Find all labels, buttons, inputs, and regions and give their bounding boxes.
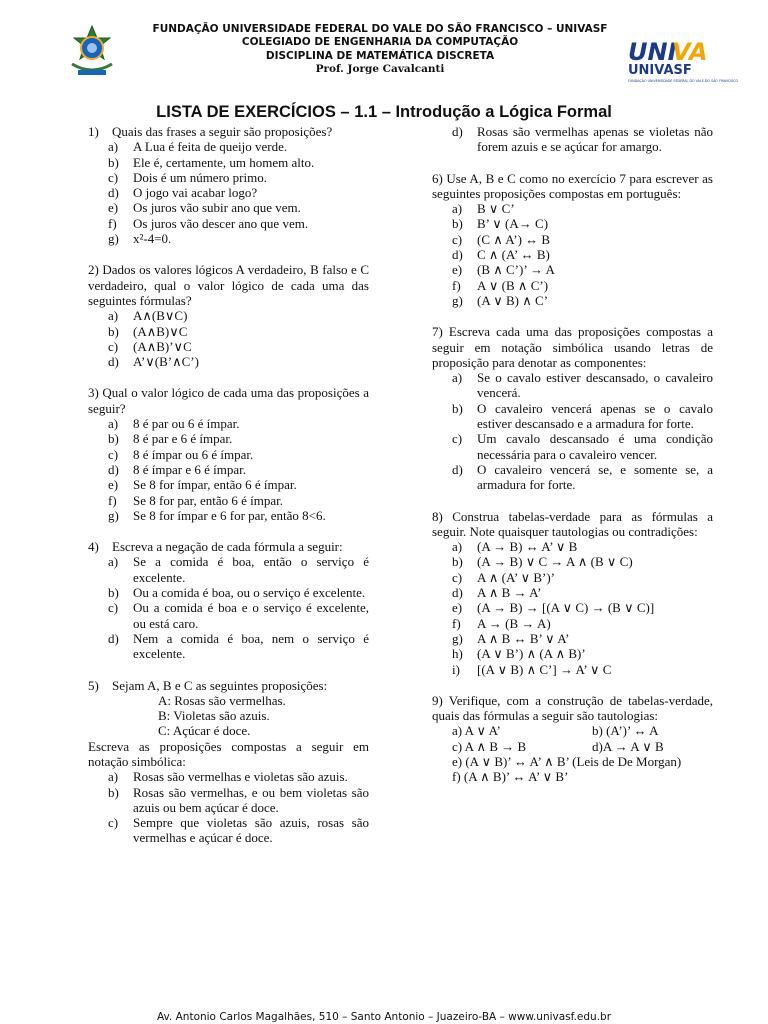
list-item [88,493,369,508]
question-5-items-continued [432,124,713,155]
list-item [432,293,713,308]
question-1 [88,124,369,139]
question-4-items [88,554,369,661]
item-text: (C ∧ A’) ↔ B [477,231,551,247]
page-title: LISTA DE EXERCÍCIOS – 1.1 – Introdução a Lógica Formal [156,103,612,121]
list-item [88,585,369,600]
item-text: Se 8 for ímpar e 6 for par, então 8<6. [133,507,326,523]
item-letter: g) [108,507,119,523]
item-text: (A∧B)’∨C [133,338,192,354]
list-item [432,216,713,231]
item-text: Ele é, certamente, um homem alto. [133,154,315,170]
list-item: a) A ∨ A’ [452,723,501,739]
item-letter: h) [452,646,463,662]
item-text: Rosas são vermelhas, e ou bem violetas são azuis ou bem açúcar é doce. [133,784,369,815]
item-letter: b) [108,585,119,601]
list-item [88,170,369,185]
question-8-items [432,539,713,677]
definition-a: A: Rosas são vermelhas. [158,692,286,708]
item-text: Os juros vão subir ano que vem. [133,200,301,216]
item-letter: g) [108,231,119,247]
item-text: C ∧ (A’ ↔ B) [477,247,550,263]
item-letter: c) [108,338,119,354]
question-5-instruction: Escreva as proposições compostas a seguir em notação simbólica: [88,738,369,769]
list-item [88,554,369,585]
logo-wordmark: UNIVASF [628,63,692,78]
question-7: 7) Escreva cada uma das proposições compostas a seguir em notação simbólica usando letras de proposição para denotar as componentes: [432,324,713,370]
list-item: d)A → A ∨ B [592,738,664,754]
question-7-items [432,370,713,492]
list-item [88,600,369,631]
item-letter: b) [452,554,463,570]
list-item [432,631,713,646]
item-letter: f) [452,277,461,293]
item-text: (B ∧ C’)’ → A [477,262,555,278]
list-item [432,278,713,293]
question-6-items [432,201,713,308]
question-number: 1) [88,124,99,139]
svg-text:UNI: UNI [628,38,677,66]
list-item [88,308,369,323]
item-letter: b) [108,154,119,170]
item-letter: a) [108,769,119,785]
question-5 [88,678,369,693]
item-text: Ou a comida é boa e o serviço é excelente, ou está caro. [133,600,369,631]
item-text: (A∧B)∨C [133,323,188,339]
item-letter: e) [108,477,119,493]
item-text: 8 é ímpar e 6 é ímpar. [133,461,246,477]
question-9-row [432,739,713,754]
question-8: 8) Construa tabelas-verdade para as fórmulas a seguir. Note quaisquer tautologias ou contradições: [432,508,713,539]
item-letter: b) [452,216,463,232]
item-text: Rosas são vermelhas e violetas são azuis. [133,769,348,785]
item-text: O cavaleiro vencerá apenas se o cavalo estiver descansado e a armadura for forte. [477,400,713,432]
item-text: Os juros vão descer ano que vem. [133,215,309,231]
item-text: A∧(B∨C) [133,308,188,324]
question-6: 6) Use A, B e C como no exercício 7 para escrever as seguintes proposições compostas em português: [432,170,713,201]
item-letter: c) [108,169,119,185]
item-text: Ou a comida é boa, ou o serviço é excelente. [133,585,366,601]
item-letter: b) [108,784,119,800]
item-text: O jogo vai acabar logo? [133,185,258,201]
question-3: 3) Qual o valor lógico de cada uma das proposições a seguir? [88,385,369,416]
question-1-items [88,139,369,246]
item-letter: f) [452,615,461,631]
list-item: c) A ∧ B → B [452,738,527,754]
item-text: A Lua é feita de queijo verde. [133,139,288,155]
list-item [88,815,369,846]
item-letter: a) [452,370,463,386]
item-text: A’∨(B’∧C’) [133,354,199,370]
header-line-professor: Prof. Jorge Cavalcanti [315,63,445,76]
list-item [432,570,713,585]
item-letter: a) [108,554,119,570]
item-text: Rosas são vermelhas apenas se violetas não forem azuis e se açúcar for amargo. [477,124,713,155]
question-2-items [88,308,369,369]
item-letter: d) [108,354,119,370]
list-item [88,447,369,462]
list-item [88,216,369,231]
list-item [432,201,713,216]
list-item [432,554,713,569]
question-9-row [432,754,713,769]
item-letter: d) [108,630,119,646]
item-letter: a) [108,139,119,155]
logo-subtitle: FUNDAÇÃO UNIVERSIDADE FEDERAL DO VALE DO SÃO FRANCISCO [628,79,739,83]
item-letter: c) [108,815,119,831]
question-text: Escreva a negação de cada fórmula a seguir: [112,539,343,555]
item-text: (A → B) ∨ C → A ∧ (B ∨ C) [477,554,633,570]
item-letter: e) [108,200,119,216]
list-item [88,477,369,492]
item-text: A → (B → A) [477,615,551,631]
item-text: 8 é par ou 6 é ímpar. [133,416,240,432]
item-letter: b) [452,400,463,416]
list-item: b) (A’)’ ↔ A [592,723,659,739]
definition-b: B: Violetas são azuis. [158,708,270,724]
list-item [432,370,713,401]
item-text: B’ ∨ (A→ C) [477,216,549,232]
item-text: A ∧ B ↔ B’ ∨ A’ [477,630,570,646]
list-item [432,616,713,631]
item-letter: d) [452,124,463,139]
svg-text:VA: VA [672,38,708,66]
item-text: Um cavalo descansado é uma condição necessária para o cavaleiro vencer. [477,431,713,462]
question-number: 4) [88,539,99,555]
question-4 [88,539,369,554]
item-letter: a) [452,201,463,217]
item-letter: d) [108,185,119,201]
item-text: Sempre que violetas são azuis, rosas são vermelhas e açúcar é doce. [133,815,369,846]
header-line-college: COLEGIADO DE ENGENHARIA DA COMPUTAÇÃO [241,36,519,49]
item-letter: e) [452,600,463,616]
item-letter: c) [108,446,119,462]
item-text: A ∧ B → A’ [477,585,542,601]
list-item [88,508,369,523]
item-letter: c) [452,569,463,585]
item-text: Se 8 for ímpar, então 6 é ímpar. [133,477,297,493]
question-9-row [432,769,713,784]
item-letter: b) [108,323,119,339]
item-letter: a) [452,539,463,555]
list-item [88,200,369,215]
list-item [88,185,369,200]
left-column [88,124,369,846]
item-text: O cavaleiro vencerá se, e somente se, a armadura for forte. [477,461,713,493]
list-item: e) (A ∨ B)’ ↔ A’ ∧ B’ (Leis de De Morgan) [452,753,682,769]
item-letter: a) [108,416,119,432]
list-item [432,232,713,247]
question-3-items [88,416,369,523]
list-item [432,585,713,600]
header-line-discipline: DISCIPLINA DE MATEMÁTICA DISCRETA [265,49,495,62]
list-item [432,600,713,615]
item-text: 8 é ímpar ou 6 é ímpar. [133,446,254,462]
item-letter: d) [452,585,463,601]
list-item [432,247,713,262]
item-text: Se o cavalo estiver descansado, o cavaleiro vencerá. [477,370,713,401]
item-letter: a) [108,308,119,324]
list-item [88,324,369,339]
list-item [432,262,713,277]
list-item [88,431,369,446]
item-text: A ∨ (B ∧ C’) [477,277,549,293]
header-line-university: FUNDAÇÃO UNIVERSIDADE FEDERAL DO VALE DO SÃO FRANCISCO – UNIVASF [152,23,608,35]
right-column [432,124,713,785]
question-text: Sejam A, B e C as seguintes proposições: [112,677,328,693]
item-letter: d) [452,247,463,263]
list-item [88,354,369,369]
list-item: f) (A ∧ B)’ ↔ A’ ∨ B’ [452,769,569,785]
list-item [88,155,369,170]
list-item [432,124,713,155]
item-letter: c) [452,231,463,247]
list-item [432,401,713,432]
list-item [88,416,369,431]
item-text: (A ∨ B) ∧ C’ [477,292,549,308]
item-text: 8 é par e 6 é ímpar. [133,431,233,447]
question-text: Quais das frases a seguir são proposições? [112,124,333,139]
question-5-items [88,769,369,845]
list-item [88,769,369,784]
list-item [88,785,369,816]
item-text: A ∧ (A’ ∨ B’)’ [477,569,555,585]
brasil-coat-of-arms-logo [66,24,118,82]
question-number: 5) [88,677,99,693]
item-letter: c) [452,431,463,447]
item-letter: d) [108,461,119,477]
item-text: Dois é um número primo. [133,169,267,185]
item-text: (A ∨ B’) ∧ (A ∧ B)’ [477,646,586,662]
item-letter: c) [108,600,119,616]
item-text: [(A ∨ B) ∧ C’] → A’ ∨ C [477,661,612,677]
item-letter: g) [452,630,463,646]
question-9-row [432,723,713,738]
list-item [88,462,369,477]
list-item [88,231,369,246]
item-text: (A → B) ↔ A’ ∨ B [477,539,578,555]
item-letter: f) [108,215,117,231]
list-item [432,431,713,462]
item-text: Se a comida é boa, então o serviço é excelente. [133,554,369,585]
list-item [432,662,713,677]
question-9: 9) Verifique, com a construção de tabelas-verdade, quais das fórmulas a seguir são tautologias: [432,692,713,724]
item-text: x²-4=0. [133,231,172,247]
item-letter: f) [108,492,117,508]
item-letter: i) [452,661,460,677]
list-item [432,646,713,661]
list-item [88,139,369,154]
item-letter: b) [108,431,119,447]
univasf-logo [622,26,739,96]
item-letter: g) [452,292,463,308]
item-letter: d) [452,461,463,477]
definition-c: C: Açúcar é doce. [158,723,251,739]
item-text: Se 8 for par, então 6 é ímpar. [133,492,284,508]
item-text: Nem a comida é boa, nem o serviço é excelente. [133,630,369,662]
item-letter: e) [452,262,463,278]
list-item [88,631,369,662]
item-text: B ∨ C’ [477,201,515,217]
question-2: 2) Dados os valores lógicos A verdadeiro, B falso e C verdadeiro, qual o valor lógico de cada uma das seguintes fórmulas? [88,262,369,308]
item-text: (A → B) → [(A ∨ C) → (B ∨ C)] [477,600,655,616]
page-footer-address: Av. Antonio Carlos Magalhães, 510 – Santo Antonio – Juazeiro-BA – www.univasf.edu.br [156,1011,612,1023]
institution-header [120,23,640,77]
list-item [432,539,713,554]
list-item [432,462,713,493]
list-item [88,339,369,354]
